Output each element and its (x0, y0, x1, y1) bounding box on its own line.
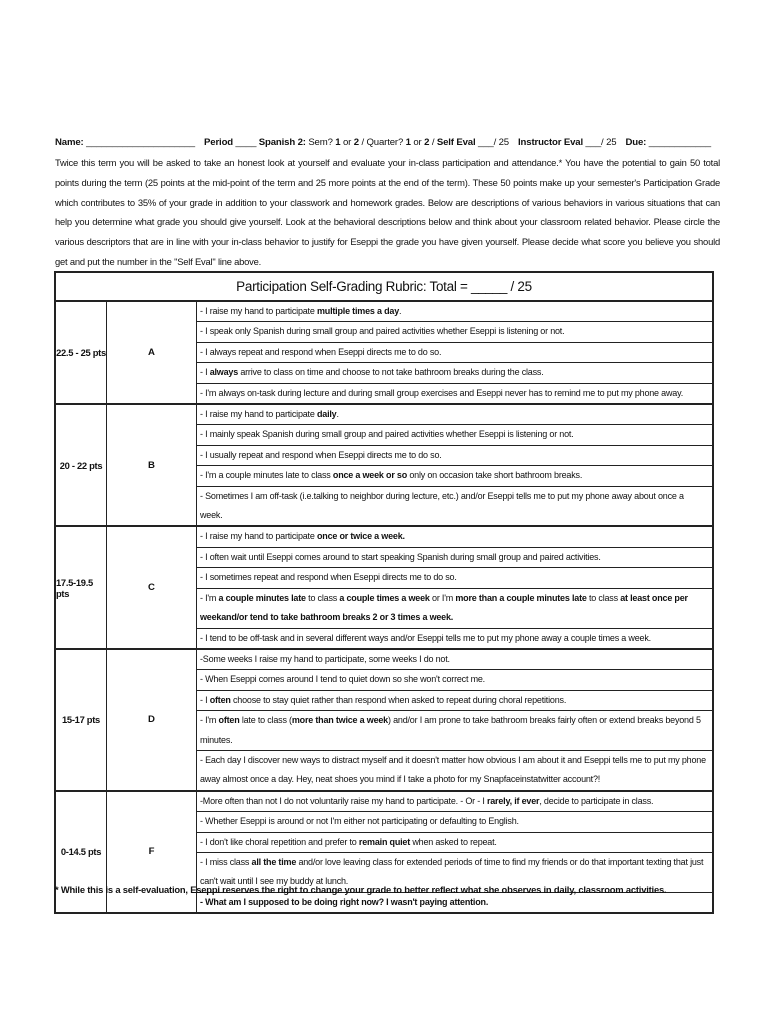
descriptor-emphasis: once or twice a week. (316, 531, 405, 542)
behavior-descriptor (197, 650, 712, 670)
behavior-descriptor (197, 629, 712, 648)
descriptor-text: only on occasion take short bathroom breaks. (407, 470, 583, 481)
sem-two: 2 (353, 137, 359, 148)
descriptor-text: - I'm (200, 715, 219, 726)
descriptor-text: arrive to class on time and choose to not take bathroom breaks during the class. (238, 367, 544, 378)
descriptor-text: - I'm always on-task during lecture and during small group exercises and Eseppi never has to remind me to put my phone away. (200, 387, 684, 398)
descriptor-emphasis: more than twice a week (291, 715, 388, 726)
descriptor-text: - I (200, 694, 210, 705)
descriptor-text: -More often than not I do not voluntarily raise my hand to participate. - Or - I (200, 795, 487, 806)
behavior-descriptor (197, 302, 712, 322)
sem-text: Sem? (308, 137, 333, 148)
descriptor-text: - I often wait until Eseppi comes around to start speaking Spanish during small group and paired activities. (200, 551, 601, 562)
behavior-descriptor (197, 833, 712, 853)
descriptor-text: - I usually repeat and respond when Eseppi directs me to do so. (200, 449, 442, 460)
descriptor-emphasis: multiple times a day (316, 306, 399, 316)
due-label: Due: (625, 137, 647, 148)
descriptor-text: or I'm (429, 592, 456, 603)
descriptor-text: when asked to repeat. (410, 836, 497, 847)
descriptor-text: - I raise my hand to participate (200, 531, 317, 542)
descriptor-text: , decide to participate in class. (539, 795, 654, 806)
descriptor-emphasis: once a week or so (332, 470, 408, 481)
quarter-text: / Quarter? (361, 137, 404, 148)
course-label: Spanish 2 (258, 137, 303, 148)
descriptor-text: - I'm (200, 592, 219, 603)
descriptor-text: late to class ( (239, 715, 292, 726)
behavior-descriptor (197, 527, 712, 547)
behavior-descriptor (197, 384, 712, 403)
period-label: Period (204, 137, 233, 148)
behavior-descriptor (197, 363, 712, 383)
descriptor-text: -Some weeks I raise my hand to participate, some weeks I do not. (200, 653, 450, 664)
name-label: Name: (55, 137, 84, 148)
letter-grade: B (107, 405, 197, 525)
descriptor-text: and/or love leaving class for extended periods of time to find my friends or do that important texting that just can't wait until I see my buddy at lunch. (200, 856, 704, 887)
descriptor-list (197, 405, 712, 525)
behavior-descriptor (197, 711, 712, 751)
letter-grade: C (107, 527, 197, 647)
behavior-descriptor (197, 589, 712, 629)
quarter-two: 2 (424, 137, 430, 148)
descriptor-text: - Sometimes I am off-task (i.e.talking to neighbor during lecture, etc.) and/or Eseppi tells me to put my phone away about once a week. (200, 490, 684, 521)
instructor-eval-label: Instructor Eval (518, 137, 583, 148)
behavior-descriptor (197, 548, 712, 568)
descriptor-text: - I always repeat and respond when Eseppi directs me to do so. (200, 346, 442, 357)
behavior-descriptor (197, 487, 712, 526)
descriptor-emphasis: remain quiet (358, 836, 411, 847)
instructor-eval-value: ___/ 25 (585, 137, 617, 148)
descriptor-text: choose to stay quiet rather than respond when asked to repeat during choral repetitions. (230, 694, 567, 705)
grade-row (56, 650, 712, 792)
descriptor-emphasis: more than a couple minutes late (455, 592, 587, 603)
quarter-or: or (413, 137, 422, 148)
behavior-descriptor (197, 466, 712, 486)
points-range: 15-17 pts (56, 650, 107, 790)
grade-row (56, 527, 712, 649)
behavior-descriptor (197, 812, 712, 832)
letter-grade: A (107, 302, 197, 403)
self-eval-label: Self Eval (436, 137, 476, 148)
descriptor-text: - I'm a couple minutes late to class (200, 470, 333, 481)
descriptor-list (197, 302, 712, 403)
rubric-title: Participation Self-Grading Rubric: Total = _____ / 25 (56, 273, 712, 302)
behavior-descriptor (197, 792, 712, 812)
descriptor-text: - I sometimes repeat and respond when Eseppi directs me to do so. (200, 572, 457, 583)
descriptor-emphasis: a couple minutes late (218, 592, 306, 603)
descriptor-text: . (399, 306, 402, 316)
descriptor-text: - I miss class (200, 856, 252, 867)
descriptor-text: to class (586, 592, 621, 603)
quarter-one: 1 (405, 137, 411, 148)
letter-grade: D (107, 650, 197, 790)
descriptor-emphasis: at least once per weekand/or tend to take bathroom breaks 2 or 3 times a week. (200, 592, 688, 623)
behavior-descriptor (197, 446, 712, 466)
descriptor-text: to class (305, 592, 340, 603)
descriptor-text: - I speak only Spanish during small group and paired activities whether Eseppi is listening or not. (200, 326, 565, 337)
rubric-table (54, 271, 714, 914)
behavior-descriptor (197, 343, 712, 363)
behavior-descriptor (197, 893, 712, 912)
descriptor-text: ) and/or I am prone to take bathroom breaks fairly often or extend breaks beyond 5 minutes. (200, 715, 701, 745)
descriptor-text: - I tend to be off-task and in several different ways and/or Eseppi tells me to put my phone away a couple times a week. (200, 632, 651, 643)
descriptor-emphasis: rarely, if ever (486, 795, 540, 806)
header-line: Name: _____________________ Period ____ Spanish 2: Sem? 1 or 2 / Quarter? 1 or 2 / Self Eval ___/ 25 Instructor Eval ___/ 25 Due: ____________ (55, 137, 711, 148)
name-blank: _____________________ (86, 137, 195, 148)
behavior-descriptor (197, 425, 712, 445)
descriptor-text: - I (200, 367, 210, 378)
behavior-descriptor (197, 405, 712, 425)
behavior-descriptor (197, 568, 712, 588)
points-range: 0-14.5 pts (56, 792, 107, 912)
descriptor-emphasis: often (209, 694, 231, 705)
descriptor-emphasis: daily (316, 409, 337, 420)
points-range: 17.5-19.5 pts (56, 527, 107, 647)
descriptor-text: - I don't like choral repetition and prefer to (200, 836, 359, 847)
points-range: 22.5 - 25 pts (56, 302, 107, 403)
descriptor-list (197, 527, 712, 647)
descriptor-emphasis: - What am I supposed to be doing right now? I wasn't paying attention. (200, 896, 489, 907)
grade-row (56, 302, 712, 405)
descriptor-text: - Whether Eseppi is around or not I'm either not participating or defaulting to English. (200, 816, 519, 827)
descriptor-emphasis: always (209, 367, 239, 378)
grade-row (56, 405, 712, 527)
descriptor-emphasis: a couple times a week (339, 592, 430, 603)
descriptor-text: - I mainly speak Spanish during small group and paired activities whether Eseppi is listening or not. (200, 429, 574, 440)
descriptor-text: - Each day I discover new ways to distract myself and it doesn't matter how obvious I am about it and Eseppi tells me to put my phone away almost once a day. Hey, neat shoes you mind if I take a photo for my Snapfaceinstatwitter account?! (200, 754, 706, 785)
footnote: * While this is a self-evaluation, Eseppi reserves the right to change your grade to better reflect what she observes in daily, classroom activities. (55, 884, 667, 895)
behavior-descriptor (197, 751, 712, 790)
descriptor-text: . (336, 409, 339, 420)
descriptor-text: - I raise my hand to participate (200, 409, 317, 420)
descriptor-text: - When Eseppi comes around I tend to quiet down so she won't correct me. (200, 674, 485, 685)
behavior-descriptor (197, 322, 712, 342)
points-range: 20 - 22 pts (56, 405, 107, 525)
self-eval-value: ___/ 25 (478, 137, 509, 148)
behavior-descriptor (197, 691, 712, 711)
behavior-descriptor (197, 670, 712, 690)
descriptor-text: - I raise my hand to participate (200, 306, 317, 316)
descriptor-list (197, 650, 712, 790)
sem-or: or (343, 137, 352, 148)
due-blank: ____________ (648, 137, 711, 148)
descriptor-emphasis: all the time (251, 856, 297, 867)
sem-one: 1 (335, 137, 341, 148)
descriptor-emphasis: often (218, 715, 240, 726)
period-blank: ____ (235, 137, 257, 148)
intro-paragraph: Twice this term you will be asked to take an honest look at yourself and evaluate your in-class participation and attendance.* You have the potential to gain 50 total points during the term (25 points at the mid-point of the term and 25 more points at the end of the term). These 50 points make up your semester's Participation Grade which contributes to 35% of your grade in addition to your classwork and homework grades. Below are descriptions of various behaviors in various situations that can help you determine what grade you should give yourself. Look at the behavioral descriptions below and think about your classroom related behavior. Please circle the various descriptors that are in line with your in-class behavior to justify for Eseppi the grade you have given yourself. Please decide what score you believe you should get and put the number in the "Self Eval" line above. (55, 157, 720, 267)
letter-grade: F (107, 792, 197, 912)
